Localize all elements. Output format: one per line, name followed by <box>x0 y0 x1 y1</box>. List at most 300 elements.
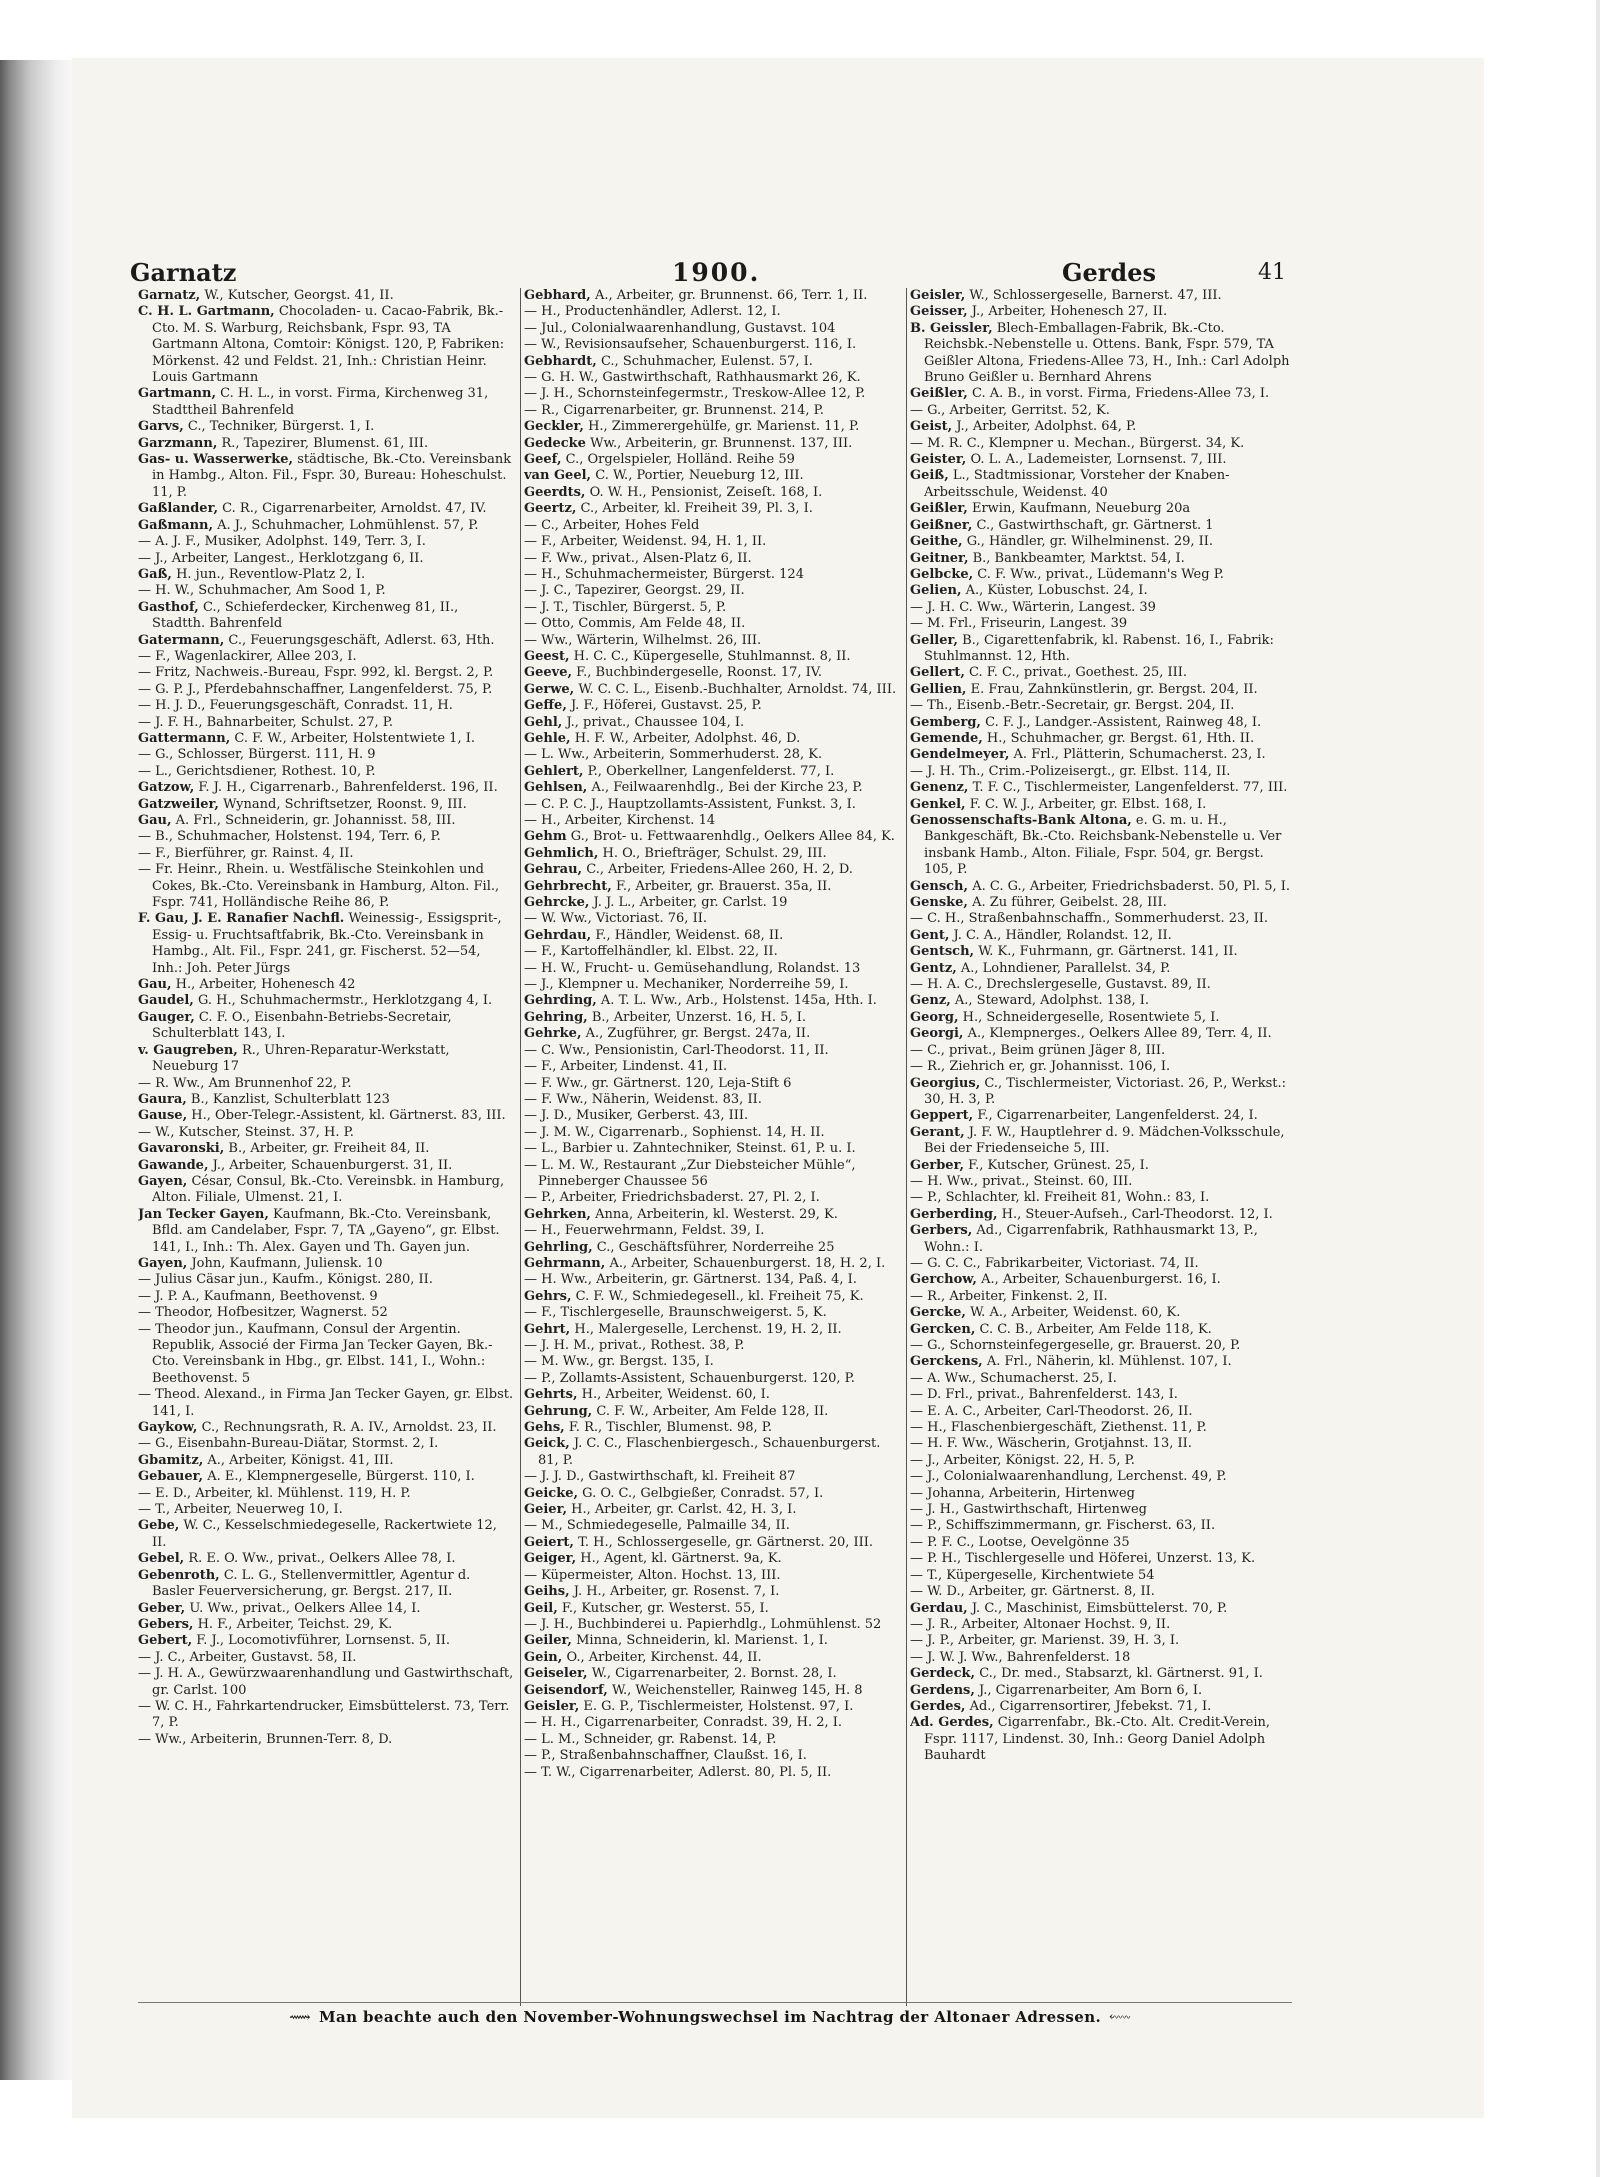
directory-entry <box>138 1174 514 1207</box>
entry-details: — J. F. H., Bahnarbeiter, Schulst. 27, P. <box>138 714 394 730</box>
entry-name: Gehle, <box>524 730 571 746</box>
entry-name: Gatzweiler, <box>138 796 219 812</box>
entry-details: — F., Kartoffelhändler, kl. Elbst. 22, II. <box>524 944 778 960</box>
directory-entry <box>524 895 900 911</box>
entry-details: — Küpermeister, Alton. Hochst. 13, III. <box>524 1567 781 1583</box>
directory-entry <box>524 403 900 419</box>
directory-entry <box>524 583 900 599</box>
entry-details: J. H., Arbeiter, gr. Rosenst. 7, I. <box>573 1584 780 1600</box>
directory-entry <box>138 1289 514 1305</box>
directory-entry <box>910 1633 1292 1649</box>
directory-entry <box>138 862 514 911</box>
directory-entry <box>524 1338 900 1354</box>
entry-name: Geest, <box>524 648 570 664</box>
directory-entry <box>910 1617 1292 1633</box>
header-right-keyword: Gerdes <box>1062 258 1156 287</box>
entry-name: Gelbcke, <box>910 566 974 582</box>
entry-details: W., Schlossergeselle, Barnerst. 47, III. <box>969 288 1222 303</box>
directory-entry <box>524 682 900 698</box>
directory-entry <box>138 780 514 796</box>
entry-name: Geber, <box>138 1600 186 1616</box>
entry-name: Gerdau, <box>910 1600 968 1616</box>
entry-details: — R. Ww., Am Brunnenhof 22, P. <box>138 1075 352 1091</box>
directory-entry <box>138 1666 514 1699</box>
entry-details: — H. Ww., Arbeiterin, gr. Gärtnerst. 134, Paß. 4, I. <box>524 1272 857 1288</box>
entry-name: Gerant, <box>910 1124 965 1140</box>
entry-details: Kaufmann, Bk.-Cto. Vereinsbank, Bfld. am Candelaber, Fspr. 7, TA „Gayeno“, gr. Elbst. 141, I., Inh.: Th. Alex. Gayen und Th. Gayen jun. <box>152 1206 500 1255</box>
entry-details: — J. P., Arbeiter, gr. Marienst. 39, H. 3, I. <box>910 1633 1180 1649</box>
entry-details: C. F. Ww., privat., Lüdemann's Weg P. <box>977 566 1224 582</box>
directory-entry <box>138 731 514 747</box>
directory-entry <box>524 1765 900 1781</box>
entry-details: C., Arbeiter, kl. Freiheit 39, Pl. 3, I. <box>580 501 813 517</box>
footer-rule <box>138 2002 1292 2003</box>
entry-details: C., Orgelspieler, Holländ. Reihe 59 <box>565 452 795 468</box>
entry-details: C., Arbeiter, Friedens-Allee 260, H. 2, D. <box>586 862 853 878</box>
entry-details: — Theod. Alexand., in Firma Jan Tecker Gayen, gr. Elbst. 141, I. <box>138 1387 514 1419</box>
directory-entry <box>910 682 1292 698</box>
entry-name: Geertz, <box>524 501 577 517</box>
entry-details: F. R., Tischler, Blumenst. 98, P. <box>568 1420 773 1436</box>
entry-details: A. Zu führer, Geibelst. 28, III. <box>972 895 1167 911</box>
entry-details: — H. W., Frucht- u. Gemüsehandlung, Rolandst. 13 <box>524 960 861 976</box>
directory-entry <box>524 747 900 763</box>
directory-entry <box>138 567 514 583</box>
directory-entry <box>524 337 900 353</box>
directory-entry <box>910 633 1292 666</box>
entry-name: Geiß, <box>910 468 949 484</box>
entry-details: — M. R. C., Klempner u. Mechan., Bürgerst. 34, K. <box>910 435 1245 451</box>
entry-details: A., Feilwaarenhdlg., Bei der Kirche 23, P. <box>591 780 863 796</box>
entry-details: F. J., Locomotivführer, Lornsenst. 5, II. <box>196 1633 450 1649</box>
directory-entry <box>524 436 900 452</box>
entry-details: — Th., Eisenb.-Betr.-Secretair, gr. Bergst. 204, II. <box>910 698 1235 714</box>
entry-details: — B., Schuhmacher, Holstenst. 194, Terr. 6, P. <box>138 829 441 845</box>
directory-entry <box>524 1125 900 1141</box>
entry-details: G. H., Schuhmachermstr., Herklotzgang 4, I. <box>197 993 493 1009</box>
entry-details: — H., Productenhändler, Adlerst. 12, I. <box>524 304 781 320</box>
entry-details: O. L. A., Lademeister, Lornsenst. 7, III. <box>970 452 1227 468</box>
entry-details: — H. H., Cigarrenarbeiter, Conradst. 39, H. 2, I. <box>524 1715 843 1731</box>
entry-details: städtische, Bk.-Cto. Vereinsbank in Hambg., Alton. Fil., Fspr. 30, Bureau: Hoheschulst. 11, P. <box>152 452 512 500</box>
entry-details: H., Schuhmacher, gr. Bergst. 61, Hth. II. <box>986 730 1255 746</box>
entry-name: Gebel, <box>138 1551 185 1567</box>
entry-details: — M., Schmiedegeselle, Palmaille 34, II. <box>524 1518 790 1534</box>
directory-entry <box>138 518 514 534</box>
entry-name: Gent, <box>910 927 950 943</box>
directory-entry <box>910 1502 1292 1518</box>
entry-details: — L., Gerichtsdiener, Rothest. 10, P. <box>138 763 376 779</box>
directory-entry <box>910 747 1292 763</box>
entry-details: — F., Arbeiter, Lindenst. 41, II. <box>524 1059 728 1075</box>
directory-entry <box>910 1076 1292 1109</box>
directory-entry <box>910 665 1292 681</box>
entry-name: Gattermann, <box>138 730 231 746</box>
entry-name: Gercke, <box>910 1305 966 1321</box>
entry-details: J. C., Maschinist, Eimsbüttelerst. 70, P. <box>971 1600 1228 1616</box>
directory-entry <box>910 1601 1292 1617</box>
entry-details: C. F. J., Landger.-Assistent, Rainweg 48, I. <box>985 714 1262 730</box>
directory-column-1 <box>138 288 514 2000</box>
entry-details: — H. A. C., Drechslergeselle, Gustavst. 89, II. <box>910 977 1211 993</box>
entry-details: — J., Arbeiter, Langest., Herklotzgang 6, II. <box>138 550 424 566</box>
directory-entry <box>524 665 900 681</box>
entry-name: Gayen, <box>138 1255 188 1271</box>
directory-column-2 <box>524 288 900 2000</box>
entry-details: — F., Tischlergeselle, Braunschweigerst. 5, K. <box>524 1305 827 1321</box>
directory-entry <box>524 1584 900 1600</box>
directory-entry <box>910 1108 1292 1124</box>
entry-details: — P. F. C., Lootse, Oevelgönne 35 <box>910 1534 1130 1550</box>
directory-entry <box>524 1633 900 1649</box>
entry-details: C., Rechnungsrath, R. A. IV., Arnoldst. 23, II. <box>201 1420 497 1436</box>
directory-entry <box>524 1305 900 1321</box>
entry-details: H., Zimmerergehülfe, gr. Marienst. 11, P. <box>588 419 860 435</box>
directory-entry <box>138 1322 514 1388</box>
entry-name: Gebert, <box>138 1633 193 1649</box>
directory-entry <box>138 911 514 977</box>
entry-details: J., Arbeiter, Schauenburgerst. 31, II. <box>212 1157 453 1173</box>
directory-entry <box>138 1141 514 1157</box>
entry-details: — L. Ww., Arbeiterin, Sommerhuderst. 28, K. <box>524 747 823 763</box>
entry-details: — E. D., Arbeiter, kl. Mühlenst. 119, H. P. <box>138 1485 411 1501</box>
entry-details: — Fritz, Nachweis.-Bureau, Fspr. 992, kl. Bergst. 2, P. <box>138 665 494 681</box>
directory-entry <box>524 1141 900 1157</box>
entry-details: — Theodor, Hofbesitzer, Wagnerst. 52 <box>138 1305 388 1321</box>
entry-details: — G. H. W., Gastwirthschaft, Rathhausmarkt 26, K. <box>524 370 861 386</box>
entry-name: Geist, <box>910 419 953 435</box>
entry-name: Garnatz, <box>138 288 201 303</box>
entry-name: Gbamitz, <box>138 1452 204 1468</box>
directory-entry <box>138 583 514 599</box>
directory-entry <box>910 1190 1292 1206</box>
directory-entry <box>524 1240 900 1256</box>
directory-entry <box>524 961 900 977</box>
entry-details: — J. H., Buchbinderei u. Papierhdlg., Lohmühlenst. 52 <box>524 1616 882 1632</box>
directory-entry <box>910 1125 1292 1158</box>
entry-details: — J. T., Tischler, Bürgerst. 5, P. <box>524 599 727 615</box>
directory-entry <box>910 1699 1292 1715</box>
entry-name: Gerberding, <box>910 1206 998 1222</box>
entry-details: — T., Küpergeselle, Kirchentwiete 54 <box>910 1567 1155 1583</box>
page-edge <box>1596 0 1600 2177</box>
entry-details: — A. Ww., Schumacherst. 25, I. <box>910 1370 1117 1386</box>
entry-name: Geisser, <box>910 304 968 320</box>
directory-entry <box>910 1404 1292 1420</box>
entry-details: — W. C. H., Fahrkartendrucker, Eimsbüttelerst. 73, Terr. 7, P. <box>138 1698 510 1731</box>
directory-entry <box>138 452 514 501</box>
directory-entry <box>524 1108 900 1124</box>
entry-details: A., Zugführer, gr. Bergst. 247a, II. <box>585 1026 811 1042</box>
directory-entry <box>910 288 1292 304</box>
entry-details: A. T. L. Ww., Arb., Holstenst. 145a, Hth. I. <box>600 993 877 1009</box>
entry-name: Gerdes, <box>910 1698 966 1714</box>
directory-entry <box>524 862 900 878</box>
entry-details: — R., Cigarrenarbeiter, gr. Brunnenst. 214, P. <box>524 402 824 418</box>
directory-entry <box>138 747 514 763</box>
entry-details: — P., Schiffszimmermann, gr. Fischerst. 63, II. <box>910 1518 1216 1534</box>
entry-name: Gebauer, <box>138 1469 204 1485</box>
directory-entry <box>138 1469 514 1485</box>
entry-details: — J. H. Th., Crim.-Polizeisergt., gr. Elbst. 114, II. <box>910 763 1231 779</box>
directory-entry <box>910 1043 1292 1059</box>
entry-details: — T., Arbeiter, Neuerweg 10, I. <box>138 1502 343 1518</box>
directory-entry <box>910 583 1292 599</box>
entry-details: C. W., Portier, Neueburg 12, III. <box>595 468 804 484</box>
entry-details: — G. C. C., Fabrikarbeiter, Victoriast. 74, II. <box>910 1255 1199 1271</box>
entry-name: Gaudel, <box>138 993 194 1009</box>
directory-entry <box>910 534 1292 550</box>
entry-name: Gehring, <box>524 1009 588 1025</box>
directory-entry <box>524 1666 900 1682</box>
entry-details: H. C. C., Küpergeselle, Stuhlmannst. 8, II. <box>573 648 851 664</box>
directory-entry <box>910 1207 1292 1223</box>
directory-entry <box>910 1174 1292 1190</box>
directory-entry <box>910 386 1292 402</box>
entry-name: Geil, <box>524 1600 558 1616</box>
directory-entry <box>138 436 514 452</box>
entry-details: W., Kutscher, Georgst. 41, II. <box>204 288 394 303</box>
entry-details: H., Arbeiter, Weidenst. 60, I. <box>581 1387 770 1403</box>
directory-entry <box>138 682 514 698</box>
entry-name: Gehl, <box>524 714 563 730</box>
directory-entry <box>910 879 1292 895</box>
directory-entry <box>524 813 900 829</box>
directory-entry <box>524 1010 900 1026</box>
directory-entry <box>524 518 900 534</box>
entry-details: — L., Barbier u. Zahntechniker, Steinst. 61, P. u. I. <box>524 1141 856 1157</box>
entry-name: B. Geissler, <box>910 320 993 336</box>
directory-entry <box>138 1486 514 1502</box>
entry-details: C., Schuhmacher, Eulenst. 57, I. <box>600 353 813 369</box>
directory-entry <box>524 1026 900 1042</box>
directory-entry <box>524 1092 900 1108</box>
entry-name: Gehlert, <box>524 763 584 779</box>
entry-details: — J. H. C. Ww., Wärterin, Langest. 39 <box>910 599 1156 615</box>
entry-details: — P., Zollamts-Assistent, Schauenburgerst. 120, P. <box>524 1370 855 1386</box>
directory-entry <box>910 501 1292 517</box>
entry-name: Gein, <box>524 1649 563 1665</box>
directory-entry <box>138 698 514 714</box>
directory-entry <box>910 403 1292 419</box>
directory-entry <box>910 518 1292 534</box>
entry-name: Genenz, <box>910 780 969 796</box>
entry-details: B., Arbeiter, gr. Freiheit 84, II. <box>228 1141 430 1157</box>
entry-name: Gebe, <box>138 1518 180 1534</box>
directory-entry <box>524 468 900 484</box>
entry-name: C. H. L. Gartmann, <box>138 304 275 320</box>
entry-details: — T. W., Cigarrenarbeiter, Adlerst. 80, Pl. 5, II. <box>524 1764 832 1780</box>
directory-entry <box>910 698 1292 714</box>
directory-entry <box>138 1518 514 1551</box>
entry-details: — J. H. A., Gewürzwaarenhandlung und Gastwirthschaft, gr. Carlst. 100 <box>138 1666 514 1698</box>
entry-name: Georgi, <box>910 1026 964 1042</box>
entry-details: — J. P. A., Kaufmann, Beethovenst. 9 <box>138 1288 378 1304</box>
entry-details: — H., Arbeiter, Kirchenst. 14 <box>524 813 716 828</box>
entry-details: A., Arbeiter, Königst. 41, III. <box>207 1452 394 1468</box>
entry-details: — C., privat., Beim grünen Jäger 8, III. <box>910 1042 1166 1058</box>
directory-entry <box>910 1223 1292 1256</box>
entry-details: B., Cigarettenfabrik, kl. Rabenst. 16, I., Fabrik: Stuhlmannst. 12, Hth. <box>924 632 1274 664</box>
entry-details: — R., Ziehrich er, gr. Johannisst. 106, I. <box>910 1059 1171 1075</box>
entry-details: B., Bankbeamter, Marktst. 54, I. <box>972 550 1185 566</box>
entry-details: C. F. W., Arbeiter, Holstentwiete 1, I. <box>234 730 475 746</box>
directory-entry <box>138 649 514 665</box>
entry-details: F., Cigarrenarbeiter, Langenfelderst. 24, I. <box>977 1108 1258 1124</box>
directory-entry <box>524 534 900 550</box>
directory-entry <box>138 1601 514 1617</box>
directory-entry <box>524 1207 900 1223</box>
entry-details: C. F. C., privat., Goethest. 25, III. <box>969 665 1188 681</box>
directory-entry <box>524 1502 900 1518</box>
entry-details: A., Klempnerges., Oelkers Allee 89, Terr. 4, II. <box>967 1026 1272 1042</box>
entry-details: R., Uhren-Reparatur-Werkstatt, Neueburg 17 <box>152 1042 450 1075</box>
directory-entry <box>524 1420 900 1436</box>
entry-name: Gehrs, <box>524 1288 572 1304</box>
entry-details: e. G. m. u. H., Bankgeschäft, Bk.-Cto. Reichsbank-Nebenstelle u. Ver insbank Hamb., Alton. Filiale, Fspr. 504, gr. Bergst. 105, P. <box>924 813 1282 878</box>
entry-details: Anna, Arbeiterin, kl. Westerst. 29, K. <box>595 1206 838 1222</box>
entry-details: C., Dr. med., Stabsarzt, kl. Gärtnerst. 91, I. <box>979 1666 1263 1682</box>
entry-details: W. A., Arbeiter, Weidenst. 60, K. <box>970 1305 1181 1321</box>
entry-details: E. G. P., Tischlermeister, Holstenst. 97, I. <box>583 1698 854 1714</box>
entry-details: F., Buchbindergeselle, Roonst. 17, IV. <box>576 665 823 681</box>
directory-entry <box>910 1289 1292 1305</box>
entry-details: — F. Ww., gr. Gärtnerst. 120, Leja-Stift 6 <box>524 1075 792 1091</box>
entry-name: Geißler, <box>910 501 968 517</box>
entry-name: Geick, <box>524 1436 570 1452</box>
entry-details: — C. P. C. J., Hauptzollamts-Assistent, Funkst. 3, I. <box>524 796 856 812</box>
entry-details: — W. D., Arbeiter, gr. Gärtnerst. 8, II. <box>910 1584 1155 1600</box>
directory-entry <box>524 1371 900 1387</box>
directory-entry <box>910 928 1292 944</box>
directory-entry <box>524 1469 900 1485</box>
directory-entry <box>524 780 900 796</box>
entry-name: Gebenroth, <box>138 1567 220 1583</box>
entry-name: Gehrdau, <box>524 927 592 943</box>
entry-name: Gehrbrecht, <box>524 878 612 894</box>
directory-entry <box>524 1748 900 1764</box>
entry-name: Georgius, <box>910 1075 981 1091</box>
entry-name: Geller, <box>910 632 958 648</box>
directory-entry <box>138 1256 514 1272</box>
entry-details: — F. Ww., privat., Alsen-Platz 6, II. <box>524 550 752 566</box>
entry-details: John, Kaufmann, Juliensk. 10 <box>191 1255 383 1271</box>
entry-details: A. Frl., Plätterin, Schumacherst. 23, I. <box>1013 747 1266 763</box>
directory-entry <box>138 1420 514 1436</box>
entry-details: T. H., Schlossergeselle, gr. Gärtnerst. 20, III. <box>578 1534 874 1550</box>
entry-details: Blech-Emballagen-Fabrik, Bk.-Cto. Reichsbk.-Nebenstelle u. Ottens. Bank, Fspr. 579, TA Geißler Altona, Friedens-Allee 73, H., Inh.: Carl Adolph Bruno Geißler u. Bernhard Ahrens <box>924 320 1290 386</box>
directory-entry <box>910 468 1292 501</box>
entry-name: Geihs, <box>524 1584 570 1600</box>
entry-name: Gau, <box>138 813 172 828</box>
entry-details: A., Arbeiter, Schauenburgerst. 18, H. 2, I. <box>609 1255 886 1271</box>
entry-details: L., Stadtmissionar, Vorsteher der Knaben-Arbeitsschule, Weidenst. 40 <box>924 468 1230 500</box>
entry-name: Gerber, <box>910 1157 965 1173</box>
directory-entry <box>910 600 1292 616</box>
directory-entry <box>910 1518 1292 1534</box>
entry-details: A. Frl., Näherin, kl. Mühlenst. 107, I. <box>986 1354 1232 1370</box>
entry-name: Genz, <box>910 993 951 1009</box>
directory-entry <box>524 1354 900 1370</box>
entry-details: F., Kutscher, gr. Westerst. 55, I. <box>561 1600 769 1616</box>
entry-details: — J., Klempner u. Mechaniker, Norderreihe 59, I. <box>524 977 849 993</box>
entry-details: — Julius Cäsar jun., Kaufm., Königst. 280, II. <box>138 1272 433 1288</box>
entry-name: Gatzow, <box>138 780 195 796</box>
entry-details: — R., Arbeiter, Finkenst. 2, II. <box>910 1288 1108 1304</box>
directory-entry <box>524 911 900 927</box>
entry-name: Ad. Gerdes, <box>910 1715 994 1731</box>
book-binding-shadow <box>0 60 72 2080</box>
directory-entry <box>524 649 900 665</box>
entry-details: — G., Schornsteinfegergeselle, gr. Brauerst. 20, P. <box>910 1338 1241 1353</box>
directory-entry <box>524 1404 900 1420</box>
directory-entry <box>524 1732 900 1748</box>
directory-entry <box>910 436 1292 452</box>
entry-name: Gehs, <box>524 1420 565 1436</box>
entry-name: Jan Tecker Gayen, <box>138 1206 269 1222</box>
directory-entry <box>910 1436 1292 1452</box>
directory-entry <box>524 879 900 895</box>
directory-entry <box>138 1387 514 1420</box>
directory-entry <box>910 1158 1292 1174</box>
entry-details: — Theodor jun., Kaufmann, Consul der Argentin. Republik, Associé der Firma Jan Tecker Gayen, Bk.-Cto. Vereinsbank in Hbg., gr. Elbst. 141, I., Wohn.: Beethovenst. 5 <box>138 1321 493 1386</box>
entry-details: H. F. W., Arbeiter, Adolphst. 46, D. <box>574 730 801 746</box>
entry-details: H., Steuer-Aufseh., Carl-Theodorst. 12, I. <box>1001 1206 1273 1222</box>
directory-entry <box>910 993 1292 1009</box>
entry-details: J. F., Höferei, Gustavst. 25, P. <box>570 698 762 714</box>
entry-name: Gaykow, <box>138 1420 198 1436</box>
entry-details: F., Händler, Weidenst. 68, II. <box>595 927 784 943</box>
entry-name: Gaßlander, <box>138 501 219 517</box>
entry-name: Geithe, <box>910 534 963 550</box>
entry-name: Gehmlich, <box>524 845 599 861</box>
entry-name: Gauger, <box>138 1009 195 1025</box>
entry-name: Gentz, <box>910 960 957 976</box>
entry-name: Gendelmeyer, <box>910 747 1010 763</box>
entry-name: Gemberg, <box>910 714 981 730</box>
entry-name: Geef, <box>524 452 562 468</box>
entry-details: A., Steward, Adolphst. 138, I. <box>954 993 1150 1009</box>
entry-name: Geckler, <box>524 419 584 435</box>
entry-details: — L. M. W., Restaurant „Zur Diebsteicher Mühle“, Pinneberger Chaussee 56 <box>524 1157 856 1189</box>
directory-entry <box>524 1289 900 1305</box>
entry-name: Gentsch, <box>910 944 975 960</box>
entry-details: G., Händler, gr. Wilhelminenst. 29, II. <box>966 534 1214 550</box>
entry-name: Geisler, <box>910 288 966 303</box>
directory-entry <box>910 911 1292 927</box>
entry-name: Gaura, <box>138 1091 187 1107</box>
entry-name: Geicke, <box>524 1485 579 1501</box>
entry-details: F. J. H., Cigarrenarb., Bahrenfelderst. 196, II. <box>198 780 498 796</box>
entry-details: — F. Ww., Näherin, Weidenst. 83, II. <box>524 1091 762 1107</box>
entry-details: W. C., Kesselschmiedegeselle, Rackertwiete 12, II. <box>152 1518 497 1550</box>
entry-name: Gaß, <box>138 566 172 582</box>
entry-details: — H. F. Ww., Wäscherin, Grotjahnst. 13, II. <box>910 1436 1192 1452</box>
directory-entry <box>524 1272 900 1288</box>
page-header <box>72 258 1300 288</box>
entry-details: W., Cigarrenarbeiter, 2. Bornst. 28, I. <box>591 1666 837 1682</box>
footer-text: Man beachte auch den November-Wohnungswechsel im Nachtrag der Altonaer Adressen. <box>318 2008 1102 2026</box>
entry-details: W. C. C. L., Eisenb.-Buchhalter, Arnoldst. 74, III. <box>578 681 897 697</box>
directory-entry <box>910 1469 1292 1485</box>
entry-details: H., Malergeselle, Lerchenst. 19, H. 2, II. <box>574 1321 842 1337</box>
entry-details: J., Arbeiter, Hohenesch 27, II. <box>971 304 1168 320</box>
entry-details: C. L. G., Stellenvermittler, Agentur d. Basler Feuerversicherung, gr. Bergst. 217, II. <box>152 1567 471 1600</box>
ornament-right-icon: ⬳ <box>1109 2008 1131 2026</box>
directory-entry <box>524 1059 900 1075</box>
directory-entry <box>910 419 1292 435</box>
directory-entry <box>910 731 1292 747</box>
